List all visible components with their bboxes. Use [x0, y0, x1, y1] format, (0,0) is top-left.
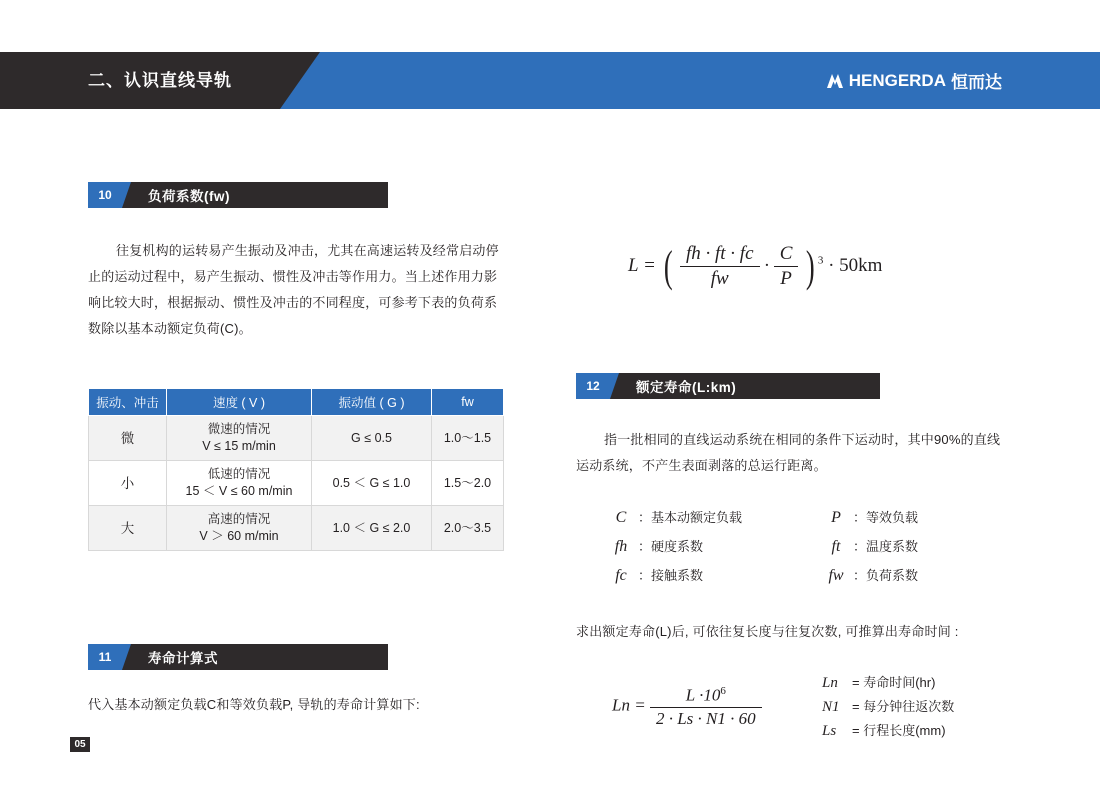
right-column	[576, 373, 1006, 743]
left-column	[88, 182, 508, 718]
fraction-numerator-2: C	[774, 243, 799, 267]
legend-symbol: N1	[822, 699, 840, 715]
fraction-numerator: fh · ft · fc	[680, 243, 760, 267]
formula-time-lhs: Ln =	[612, 695, 646, 715]
symbol-legend	[604, 507, 1006, 585]
legend-desc: = 行程长度(mm)	[852, 723, 946, 738]
table-col-header-vibration: 振动、冲击	[89, 389, 167, 416]
legend-item	[604, 565, 819, 585]
paragraph-rated-life: 指一批相同的直线运动系统在相同的条件下运动时，其中90%的直线运动系统，不产生表面剥落的总运行距离。	[576, 432, 1001, 473]
cell-speed-line2: V ≤ 15 m/min	[202, 439, 276, 453]
cell-level: 小	[89, 461, 167, 506]
fraction-time-num-text: L ·10	[685, 685, 721, 705]
table-header-row	[89, 389, 504, 416]
formula-time-block	[576, 671, 1006, 743]
fraction-time	[650, 685, 762, 729]
cell-speed-line2: 15 ＜ V ≤ 60 m/min	[185, 484, 293, 498]
formula-tail: · 50km	[828, 254, 883, 276]
paren-close: )	[806, 241, 815, 291]
paragraph-life-formula: 代入基本动额定负载C和等效负载P, 导轨的寿命计算如下:	[88, 697, 420, 712]
page-header	[0, 52, 1100, 109]
fraction-denominator: fw	[710, 268, 729, 289]
table-col-header-speed: 速度 ( V )	[167, 389, 312, 416]
legend-desc: ：温度系数	[853, 539, 919, 554]
cell-speed	[167, 461, 312, 506]
table-col-header-fw: fw	[432, 389, 504, 416]
fraction-denominator-2: P	[780, 268, 792, 289]
section-title-12: 额定寿命(L:km)	[636, 380, 737, 395]
table-col-header-gvalue: 振动值 ( G )	[312, 389, 432, 416]
section-title-11: 寿命计算式	[148, 651, 218, 666]
legend-symbol: ft	[831, 538, 841, 555]
formula-rated-life	[628, 243, 882, 290]
legend-desc: = 每分钟往返次数	[852, 699, 955, 714]
table-row	[89, 506, 504, 551]
section-header-load-factor	[88, 182, 388, 208]
legend-symbol: P	[831, 509, 841, 526]
legend-item	[819, 536, 1034, 556]
cell-fw: 1.0～1.5	[432, 416, 504, 461]
legend-item	[822, 671, 954, 695]
cell-fw: 1.5～2.0	[432, 461, 504, 506]
formula-life-time	[612, 685, 812, 729]
cell-speed	[167, 416, 312, 461]
section-header-life-formula	[88, 644, 388, 670]
cell-speed-line2: V ＞ 60 m/min	[199, 529, 279, 543]
legend-desc: ：等效负载	[853, 510, 919, 525]
cell-speed-line1: 低速的情况	[207, 467, 271, 481]
brand-name-en: HENGERDA	[848, 70, 946, 90]
cell-gvalue: G ≤ 0.5	[312, 416, 432, 461]
section-title-10: 负荷系数(fw)	[148, 189, 230, 204]
section-number-11: 11	[88, 644, 122, 670]
cell-fw: 2.0～3.5	[432, 506, 504, 551]
legend-item	[604, 536, 819, 556]
cell-level: 大	[89, 506, 167, 551]
legend-item	[819, 565, 1034, 585]
cell-level: 微	[89, 416, 167, 461]
section-header-rated-life	[576, 373, 880, 399]
legend-item	[822, 695, 954, 719]
legend-desc: ：负荷系数	[853, 568, 919, 583]
legend-item	[819, 507, 1034, 527]
fraction-time-denominator: 2 · Ls · N1 · 60	[655, 708, 756, 728]
paragraph-life-time: 求出额定寿命(L)后, 可依往复长度与往复次数, 可推算出寿命时间 :	[576, 624, 959, 639]
chapter-title: 二、认识直线导轨	[88, 71, 232, 90]
cell-gvalue: 1.0 ＜ G ≤ 2.0	[312, 506, 432, 551]
legend-symbol: C	[615, 509, 627, 526]
fraction-fh-ft-fc-over-fw	[680, 243, 760, 290]
formula-exponent: 3	[817, 254, 824, 267]
legend-item	[604, 507, 819, 527]
legend-symbol: fh	[614, 538, 628, 555]
paragraph-load-factor: 往复机构的运转易产生振动及冲击，尤其在高速运转及经常启动停止的运动过程中，易产生振动、惯性及冲击等作用力。当上述作用力影响比较大时，根据振动、惯性及冲击的不同程度，可参考下表的负荷系数除以基本动额定负荷(C)。	[88, 243, 499, 336]
formula-dot: ·	[764, 254, 770, 276]
legend-desc: ：基本动额定负载	[638, 510, 743, 525]
symbol-legend-time	[822, 671, 954, 743]
brand-logo	[826, 52, 1002, 109]
fraction-c-over-p	[774, 243, 799, 290]
paren-open: (	[663, 241, 673, 291]
legend-symbol: Ln	[822, 675, 838, 691]
table-row	[89, 416, 504, 461]
brand-mark-icon	[826, 72, 844, 90]
fraction-time-num-exp: 6	[720, 685, 726, 698]
legend-item	[822, 719, 954, 743]
load-factor-table	[88, 388, 504, 551]
cell-gvalue: 0.5 ＜ G ≤ 1.0	[312, 461, 432, 506]
legend-symbol: fw	[828, 567, 844, 584]
fraction-time-numerator	[650, 685, 762, 708]
legend-desc: ：硬度系数	[638, 539, 704, 554]
brand-name-cn: 恒而达	[951, 73, 1002, 92]
legend-symbol: Ls	[822, 723, 837, 739]
cell-speed-line1: 微速的情况	[207, 422, 271, 436]
section-number-12: 12	[576, 373, 610, 399]
cell-speed	[167, 506, 312, 551]
legend-desc: ：接触系数	[638, 568, 704, 583]
cell-speed-line1: 高速的情况	[207, 512, 271, 526]
legend-desc: = 寿命时间(hr)	[852, 675, 936, 690]
page-number: 05	[70, 737, 90, 752]
section-number-10: 10	[88, 182, 122, 208]
legend-symbol: fc	[615, 567, 627, 584]
table-row	[89, 461, 504, 506]
formula-lhs: L =	[628, 254, 656, 276]
